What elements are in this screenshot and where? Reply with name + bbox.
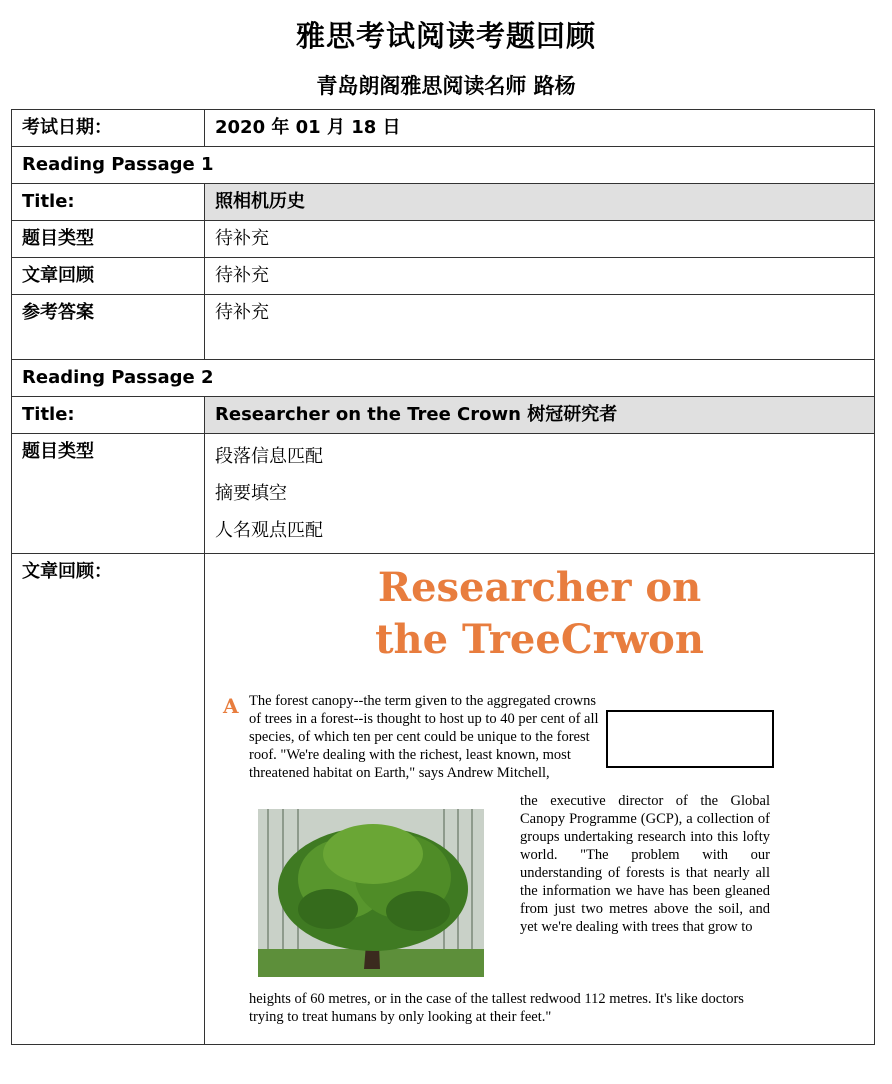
article-image (205, 554, 875, 1045)
exam-date-row (12, 110, 875, 147)
paragraph-letter: A (223, 694, 239, 718)
passage1-review-label: 文章回顾 (12, 258, 205, 295)
question-type-item: 摘要填空 (215, 483, 287, 504)
passage1-title-value: 照相机历史 (205, 184, 875, 221)
question-type-item: 人名观点匹配 (215, 520, 323, 541)
blank-box (606, 710, 774, 768)
passage2-types-row (12, 434, 875, 554)
passage1-review-value: 待补充 (205, 258, 875, 295)
article-title-line1: Researcher on (377, 564, 702, 611)
article-title-line2: the TreeCrwon (375, 616, 704, 663)
article-paragraph-side: the executive director of the Global Canopy Programme (GCP), a collection of groups undertaking research into this lofty world. "The problem with our understanding of forests is that nearly all the information we have has been gleaned from just two metres above the soil, and yet we're dealing with trees that grow to (520, 793, 770, 935)
document-subtitle: 青岛朗阁雅思阅读名师 路杨 (316, 74, 576, 98)
tree-photo (258, 809, 484, 977)
passage2-review-row (12, 554, 875, 1045)
exam-date-value: 2020 年 01 月 18 日 (205, 110, 875, 147)
passage2-types-list (205, 434, 875, 554)
passage2-review-label: 文章回顾： (12, 554, 205, 1045)
passage1-types-value: 待补充 (205, 221, 875, 258)
passage1-answer-label: 参考答案 (12, 295, 205, 360)
passage2-types-label: 题目类型 (12, 434, 205, 554)
passage1-heading-row (12, 147, 875, 184)
passage1-review-row (12, 258, 875, 295)
passage1-heading: Reading Passage 1 (12, 147, 875, 184)
passage2-title-label: Title: (12, 397, 205, 434)
passage1-types-label: 题目类型 (12, 221, 205, 258)
article-text-top: The forest canopy--the term given to the aggregated crowns of trees in a forest--is thought to host up to 40 per cent of all species, of which ten per cent could be unique to the forest roof. "We're dealing with the richest, least known, most threatened habitat on Earth," says Andrew Mitchell, (249, 693, 599, 781)
passage2-heading-row (12, 360, 875, 397)
article-paragraph-top (249, 692, 774, 782)
article-paragraph-tail: heights of 60 metres, or in the case of the tallest redwood 112 metres. It's like doctors trying to treat humans by only looking at their feet." (249, 991, 744, 1025)
passage1-answer-value: 待补充 (205, 295, 875, 360)
passage2-title-value: Researcher on the Tree Crown 树冠研究者 (205, 397, 875, 434)
passage2-heading: Reading Passage 2 (12, 360, 875, 397)
passage1-title-row (12, 184, 875, 221)
passage2-title-row (12, 397, 875, 434)
passage1-title-label: Title: (12, 184, 205, 221)
question-type-item: 段落信息匹配 (215, 446, 323, 467)
passage1-types-row (12, 221, 875, 258)
passage1-answer-row (12, 295, 875, 360)
exam-date-label: 考试日期： (12, 110, 205, 147)
exam-table (11, 109, 875, 1045)
document-title: 雅思考试阅读考题回顾 (295, 19, 596, 53)
